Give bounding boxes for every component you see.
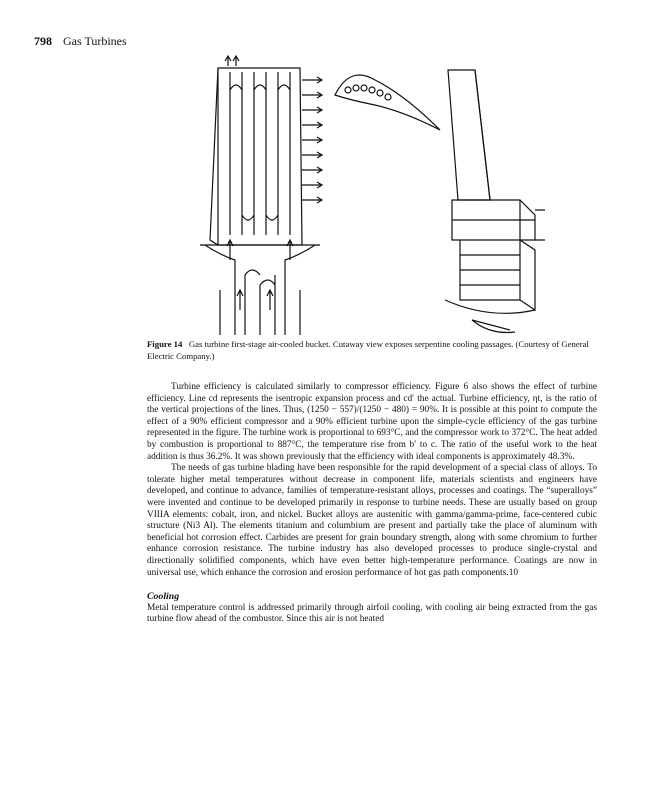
figure-illustration <box>190 50 590 335</box>
section-heading: Cooling <box>147 591 180 603</box>
paragraph-cooling: Metal temperature control is addressed primarily through airfoil cooling, with cooling air being extracted from the gas turbine flow ahead of the combustor. Since this air is not heated <box>147 602 597 625</box>
paragraph-superalloys: The needs of gas turbine blading have been responsible for the rapid development of a special class of alloys. To tolerate higher metal temperatures without decrease in component life, materials scientists and engineers have developed, and continue to advance, families of temperature-resistant alloys, processes and coatings. The “superalloys” were invented and continue to be developed primarily in response to turbine needs. These are usually based on group VIIIA elements: cobalt, iron, and nickel. Bucket alloys are austenitic with gamma/gamma-prime, face-centered cubic structure (Ni3 Al). The elements titanium and columbium are present and partially take the place of aluminum with beneficial hot corrosion effect. Carbides are present for grain boundary strength, along with some chromium to further enhance corrosion resistance. The turbine industry has also developed processes to produce single-crystal and directionally solidified components, which have even better high-temperature performance. Coatings are now in universal use, which enhance the corrosion and erosion performance of hot gas path components.10 <box>147 463 597 578</box>
body-text <box>147 382 597 626</box>
figure-label: Figure 14 <box>147 339 183 349</box>
cutaway-bucket-drawing <box>200 56 322 335</box>
running-title: Gas Turbines <box>63 34 127 48</box>
figure-caption <box>147 338 597 362</box>
exterior-bucket-drawing <box>445 70 545 333</box>
paragraph-turbine-efficiency: Turbine efficiency is calculated similarly to compressor efficiency. Figure 6 also shows the effect of turbine efficiency. Line cd represents the isentropic expansion process and cd′ the actual. Turbine efficiency, ηt, is the ratio of the vertical projections of the lines. Thus, (1250 − 557)/(1250 − 480) = 90%. It is possible at this point to compute the effect of a 90% efficient compressor and a 90% efficient turbine upon the simple-cycle efficiency of the gas turbine represented in the figure. The turbine work is proportional to 693°C, and the compressor work to 372°C. The heat added by combustion is proportional to 887°C, the temperature rise from b′ to c. The ratio of the useful work to the heat addition is thus 36.2%. It was shown previously that the efficiency with ideal components is approximately 48.3%. <box>147 382 597 462</box>
page-number: 798 <box>34 34 52 48</box>
figure-caption-text: Gas turbine first-stage air-cooled bucket. Cutaway view exposes serpentine cooling passages. (Courtesy of General Electric Company.) <box>147 339 589 361</box>
airfoil-section-drawing <box>335 75 440 130</box>
running-header <box>34 34 127 49</box>
